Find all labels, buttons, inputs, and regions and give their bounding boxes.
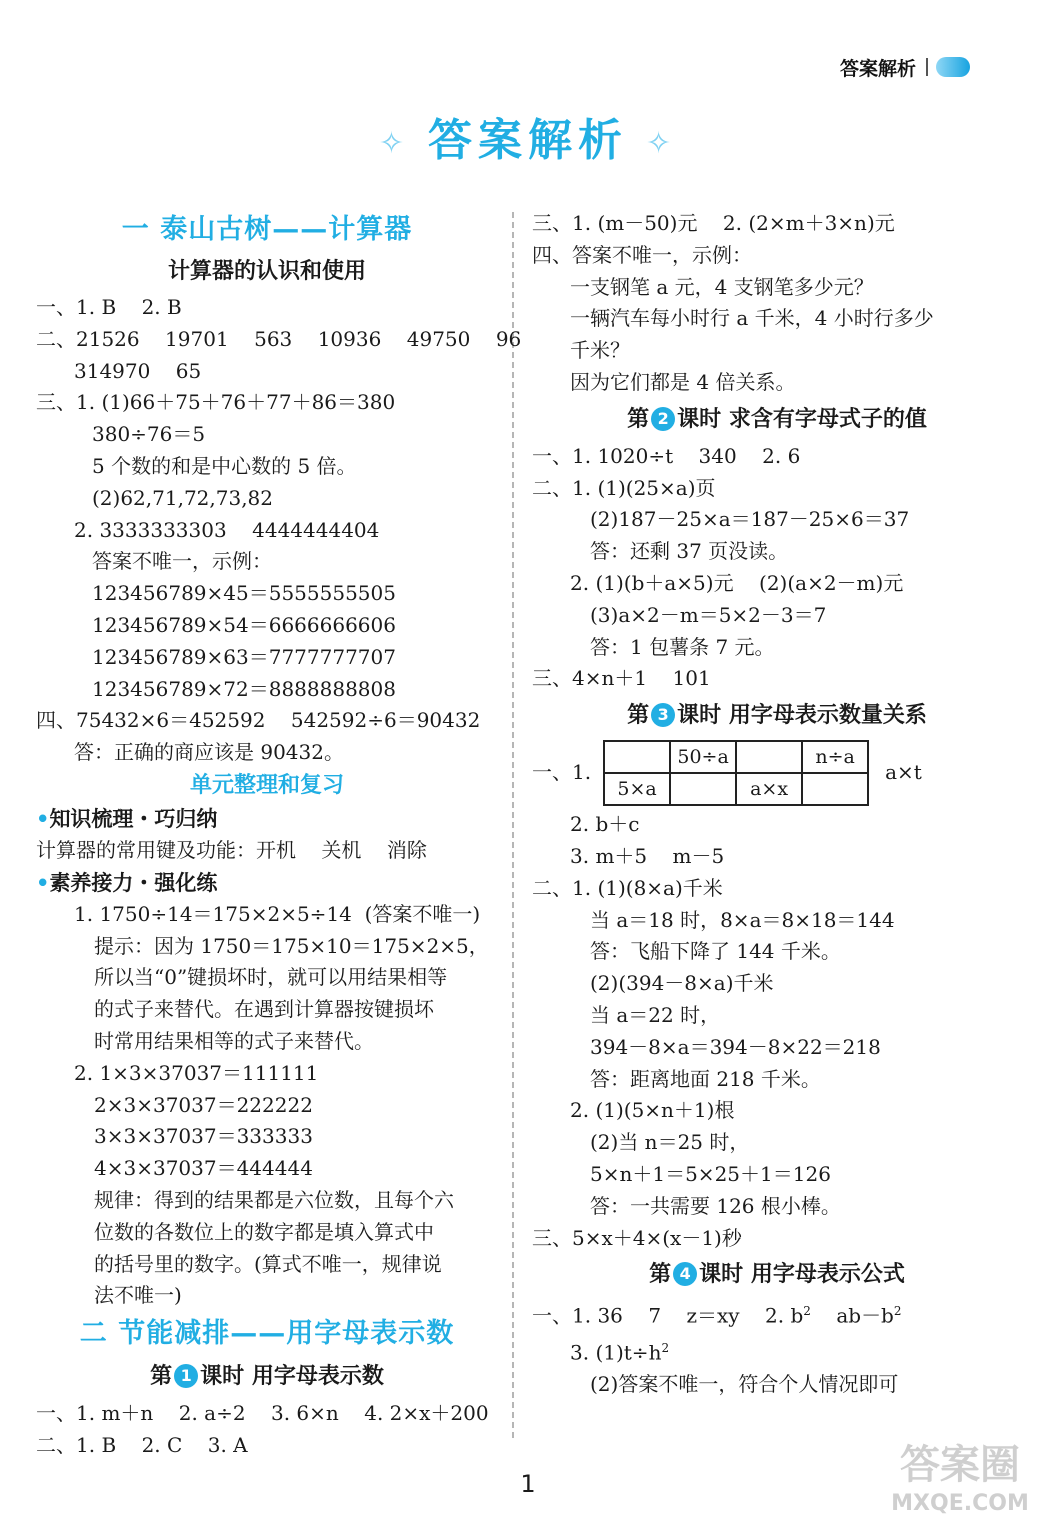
unit1-title: 一 泰山古树——计算器 <box>121 214 413 245</box>
answer-line: 四、75432×6＝452592 542592÷6＝90432 <box>36 708 481 733</box>
answer-line: 123456789×54＝6666666606 <box>92 612 396 637</box>
answer-line: 123456789×63＝7777777707 <box>92 644 396 669</box>
answer-line: 时常用结果相等的式子来替代。 <box>94 1028 374 1053</box>
answer-line: 一支钢笔 a 元，4 支钢笔多少元？ <box>570 274 874 299</box>
watermark-logo <box>880 1440 1040 1530</box>
answer-line: 当 a＝18 时，8×a＝8×18＝144 <box>590 907 895 932</box>
bullet-heading-text: 知识梳理・巧归纳 <box>49 806 218 831</box>
answer-line: 一、1. m＋n 2. a÷2 3. 6×n 4. 2×x＋200 <box>36 1401 489 1426</box>
answer-text: ab－b <box>810 1303 894 1328</box>
bullet-heading <box>36 867 498 899</box>
answer-line: 三、5×x＋4×(x－1)秒 <box>532 1225 742 1250</box>
answer-line: (2)62,71,72,73,82 <box>92 485 274 510</box>
answer-line: 一、1. B 2. B <box>36 295 182 319</box>
column-divider <box>512 212 514 1438</box>
answer-line: 规律：得到的结果都是六位数，且每个六 <box>94 1187 454 1212</box>
answer-line: 5 个数的和是中心数的 5 倍。 <box>92 453 357 478</box>
answer-line: 当 a＝22 时， <box>590 1002 721 1027</box>
lesson-number-badge: 1 <box>174 1364 198 1388</box>
table-cell: 50÷a <box>670 741 736 773</box>
answer-line: 答：一共需要 126 根小棒。 <box>590 1193 841 1218</box>
answer-line: 2. 1×3×37037＝111111 <box>74 1060 319 1085</box>
lesson-number-badge: 4 <box>673 1262 697 1286</box>
answer-line: 1. 1750÷14＝175×2×5÷14 (答案不唯一) <box>74 901 481 926</box>
answer-line: 4×3×37037＝444444 <box>94 1156 313 1181</box>
bullet-dot-icon: • <box>36 806 50 831</box>
answer-line: 的式子来替代。在遇到计算器按键损坏 <box>94 997 434 1022</box>
answer-line: 所以当“0”键损坏时，就可以用结果相等 <box>94 965 448 990</box>
answer-line: 二、21526 19701 563 10936 49750 96 <box>36 326 522 351</box>
lesson-prefix: 第 <box>150 1364 173 1390</box>
lesson-heading <box>532 399 1022 441</box>
answer-line: 2. 3333333303 4444444404 <box>74 517 380 542</box>
header-tag-text: 答案解析 <box>840 57 917 80</box>
answer-text: a×t <box>885 760 922 785</box>
watermark-top: 答案圈 <box>900 1442 1020 1488</box>
header-divider <box>926 58 928 76</box>
page-title-text: 答案解析 <box>428 115 628 166</box>
bullet-dot-icon: • <box>36 870 50 895</box>
lesson-number-badge: 2 <box>651 407 675 431</box>
exponent: 2 <box>893 1304 902 1319</box>
answer-line: 3. m＋5 m－5 <box>570 843 725 868</box>
sparkle-left-icon: ✧ <box>378 125 410 161</box>
answer-line <box>532 1333 1022 1369</box>
answer-line: (2)当 n＝25 时， <box>590 1130 750 1155</box>
answer-line: 位数的各数位上的数字都是填入算式中 <box>94 1219 434 1244</box>
exponent: 2 <box>803 1304 811 1319</box>
answer-line: 314970 65 <box>74 358 202 383</box>
lesson-title: 课时 求含有字母式子的值 <box>677 406 927 432</box>
answer-line: 法不唯一) <box>94 1283 182 1308</box>
answer-line: 三、1. (1)66＋75＋76＋77＋86＝380 <box>36 390 396 415</box>
answer-line: (2)187－25×a＝187－25×6＝37 <box>590 507 910 532</box>
answer-line: (2)(394－8×a)千米 <box>590 971 774 996</box>
table-cell: n÷a <box>802 741 868 773</box>
answer-line: 二、1. (1)(25×a)页 <box>532 475 716 500</box>
answer-line: 答：1 包薯条 7 元。 <box>590 634 775 659</box>
answer-line: 因为它们都是 4 倍关系。 <box>570 369 796 394</box>
answer-line: 四、答案不唯一，示例： <box>532 242 752 267</box>
page-number: 1 <box>520 1470 536 1498</box>
table-question <box>532 737 1022 809</box>
answer-line: 394－8×a＝394－8×22＝218 <box>590 1034 881 1059</box>
unit2-title: 二 节能减排——用字母表示数 <box>79 1318 455 1350</box>
lesson-heading <box>532 695 1022 737</box>
lesson-prefix: 第 <box>649 1262 672 1288</box>
table-cell <box>736 741 802 773</box>
answer-line: (3)a×2－m＝5×2－3＝7 <box>590 602 827 627</box>
left-column <box>36 208 522 1462</box>
lesson-title: 课时 用字母表示数量关系 <box>677 703 927 729</box>
exponent: 2 <box>661 1340 670 1355</box>
sparkle-right-icon: ✧ <box>646 125 678 161</box>
answer-line: 答：还剩 37 页没读。 <box>590 539 789 564</box>
answer-line: 2. (1)(b＋a×5)元 (2)(a×2－m)元 <box>570 570 904 595</box>
answer-line <box>532 1296 1022 1332</box>
answer-line: 二、1. (1)(8×a)千米 <box>532 875 723 900</box>
header-tag <box>840 50 1000 84</box>
table-cell: a×x <box>736 773 802 805</box>
watermark-bottom: MXQE.COM <box>891 1491 1029 1516</box>
review-title: 单元整理和复习 <box>189 772 344 798</box>
answer-line: 123456789×72＝8888888808 <box>92 676 396 701</box>
table-cell: 5×a <box>604 773 670 805</box>
table-cell <box>670 773 736 805</box>
answer-line: 三、1. (m－50)元 2. (2×m＋3×n)元 <box>532 211 895 235</box>
answer-table <box>603 740 869 806</box>
answer-line: 一、1. 1020÷t 340 2. 6 <box>532 443 801 468</box>
table-cell <box>604 741 670 773</box>
answer-line: 千米？ <box>570 338 630 363</box>
table-row <box>604 741 868 773</box>
header-decoration-icon <box>936 57 970 77</box>
answer-line: 2×3×37037＝222222 <box>94 1092 313 1117</box>
lesson-number-badge: 3 <box>651 703 675 727</box>
bullet-heading-text: 素养接力・强化练 <box>49 870 218 895</box>
answer-text: 3. (1)t÷h <box>570 1340 662 1365</box>
answer-line: 2. b＋c <box>570 812 640 837</box>
lesson-heading <box>36 1356 498 1398</box>
answer-line: 一辆汽车每小时行 a 千米，4 小时行多少 <box>570 306 934 331</box>
lesson-title: 课时 用字母表示数 <box>200 1364 384 1390</box>
answer-label: 一、1. <box>532 760 592 785</box>
answer-line: 二、1. B 2. C 3. A <box>36 1432 248 1457</box>
lesson-title: 课时 用字母表示公式 <box>699 1262 905 1288</box>
answer-line: (2)答案不唯一，符合个人情况即可 <box>590 1372 899 1397</box>
answer-line: 5×n＋1＝5×25＋1＝126 <box>590 1161 831 1186</box>
page-title <box>0 104 1056 168</box>
answer-line: 123456789×45＝5555555505 <box>92 581 396 606</box>
table-row <box>604 773 868 805</box>
answer-line: 答：飞船下降了 144 千米。 <box>590 939 841 964</box>
lesson-heading <box>532 1254 1022 1296</box>
answer-line: 380÷76＝5 <box>92 422 206 447</box>
answer-line: 三、4×n＋1 101 <box>532 666 711 691</box>
answer-line: 答：正确的商应该是 90432。 <box>74 740 344 765</box>
answer-line: 答案不唯一，示例： <box>92 549 272 574</box>
answer-line: 提示：因为 1750＝175×10＝175×2×5， <box>94 933 489 958</box>
answer-line: 2. (1)(5×n＋1)根 <box>570 1098 735 1123</box>
answer-line: 的括号里的数字。(算式不唯一，规律说 <box>94 1251 442 1276</box>
answer-line: 计算器的常用键及功能：开机 关机 消除 <box>36 837 427 862</box>
bullet-heading <box>36 803 498 835</box>
answer-line: 答：距离地面 218 千米。 <box>590 1066 821 1091</box>
right-column <box>532 208 1022 1401</box>
lesson-prefix: 第 <box>627 406 650 432</box>
lesson-prefix: 第 <box>627 703 650 729</box>
table-cell <box>802 773 868 805</box>
answer-line: 3×3×37037＝333333 <box>94 1124 313 1149</box>
answer-text: 一、1. 36 7 z＝xy 2. b <box>532 1303 804 1328</box>
section-title: 计算器的认识和使用 <box>167 259 366 284</box>
